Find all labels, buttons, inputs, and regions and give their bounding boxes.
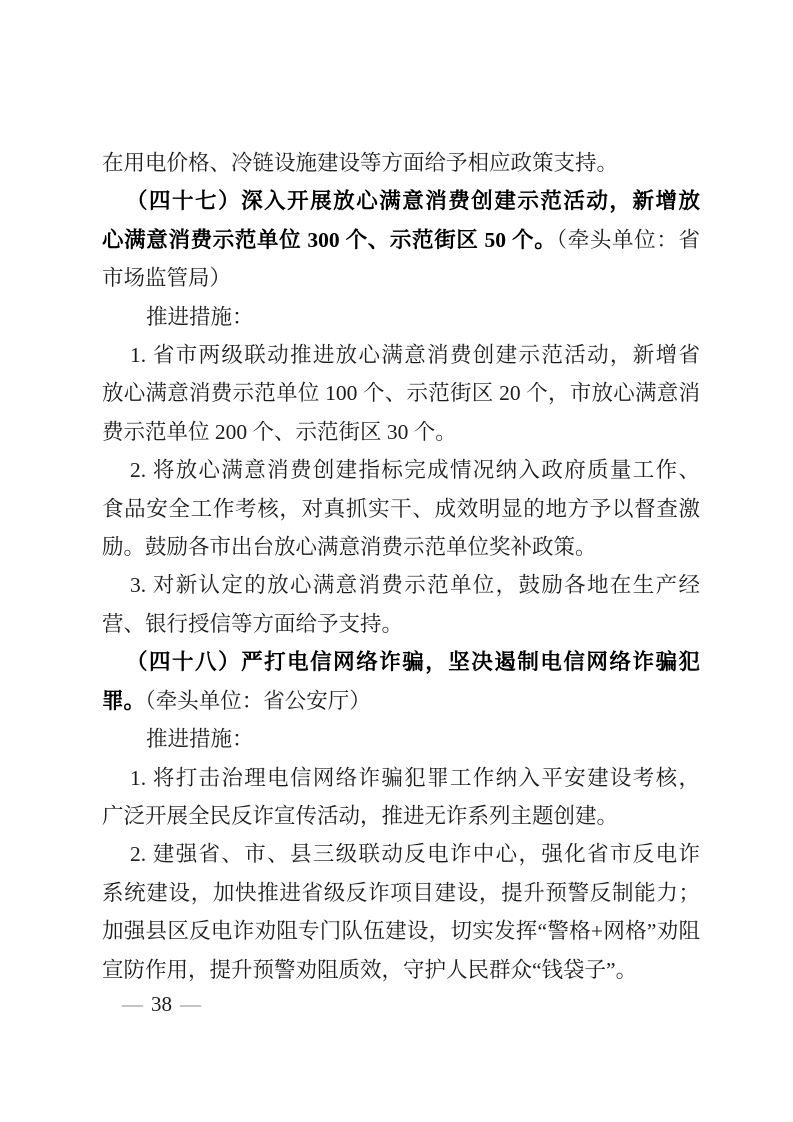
document-body	[102, 144, 700, 989]
paragraph-numbered	[102, 451, 700, 566]
text-line	[102, 221, 700, 259]
body-text-run: 市场监管局）	[102, 266, 232, 291]
body-text-run: 2. 将放心满意消费创建指标完成情况纳入政府质量工作、	[130, 458, 700, 483]
text-line	[102, 912, 700, 950]
text-line	[102, 144, 700, 182]
text-line	[102, 413, 700, 451]
body-text-run: 营、银行授信等方面给予支持。	[102, 611, 404, 636]
body-text-run: 费示范单位 200 个、示范街区 30 个。	[102, 419, 457, 444]
text-line	[102, 605, 700, 643]
body-text-run: 励。鼓励各市出台放心满意消费示范单位奖补政策。	[102, 535, 597, 560]
body-text-run: 2. 建强省、市、县三级联动反电诈中心，强化省市反电诈	[130, 842, 700, 867]
paragraph-numbered	[102, 566, 700, 643]
body-text-run: 推进措施：	[146, 304, 254, 329]
text-line	[102, 874, 700, 912]
text-line	[102, 720, 700, 758]
text-line	[102, 643, 700, 681]
body-text-run: 系统建设，加快推进省级反诈项目建设，提升预警反制能力；	[102, 880, 700, 905]
text-line	[102, 336, 700, 374]
heading-text-run: （四十七）深入开展放心满意消费创建示范活动，新增放	[126, 189, 700, 214]
body-text-run: （牵头单位：省公安厅）	[145, 688, 371, 713]
body-text-run: 放心满意消费示范单位 100 个、示范街区 20 个，市放心满意消	[102, 381, 700, 406]
paragraph-numbered	[102, 835, 700, 989]
paragraph-label	[102, 298, 700, 336]
text-line	[102, 374, 700, 412]
body-text-run: 3. 对新认定的放心满意消费示范单位，鼓励各地在生产经	[130, 573, 700, 598]
body-text-run: 加强县区反电诈劝阻专门队伍建设，切实发挥“警格+网格”劝阻	[102, 919, 700, 944]
text-line	[102, 797, 700, 835]
body-text-run: 1. 省市两级联动推进放心满意消费创建示范活动，新增省	[130, 343, 700, 368]
body-text-run: 宣防作用，提升预警劝阻质效，守护人民群众“钱袋子”。	[102, 957, 638, 982]
body-text-run: 在用电价格、冷链设施建设等方面给予相应政策支持。	[102, 151, 619, 175]
text-line	[102, 835, 700, 873]
paragraph-numbered	[102, 336, 700, 451]
body-text-run: 推进措施：	[146, 727, 254, 752]
body-text-run: 1. 将打击治理电信网络诈骗犯罪工作纳入平安建设考核，	[130, 765, 700, 790]
page-number: 38	[151, 992, 172, 1016]
paragraph-heading	[102, 643, 700, 720]
text-line	[102, 528, 700, 566]
heading-text-run: （四十八）严打电信网络诈骗，坚决遏制电信网络诈骗犯	[126, 650, 700, 675]
text-line	[102, 490, 700, 528]
text-line	[102, 566, 700, 604]
paragraph-heading	[102, 182, 700, 297]
body-text-run: 食品安全工作考核，对真抓实干、成效明显的地方予以督查激	[102, 496, 700, 521]
paragraph-continuation	[102, 144, 700, 182]
text-line	[102, 259, 700, 297]
body-text-run: 广泛开展全民反诈宣传活动，推进无诈系列主题创建。	[102, 803, 619, 828]
text-line	[102, 951, 700, 989]
heading-text-run: 罪。	[102, 688, 146, 713]
page-footer	[122, 986, 201, 1022]
paragraph-numbered	[102, 759, 700, 836]
text-line	[102, 759, 700, 797]
text-line	[102, 182, 700, 220]
footer-dash-left: —	[122, 992, 143, 1016]
body-text-run: （牵头单位：省	[556, 227, 700, 252]
text-line	[102, 451, 700, 489]
heading-text-run: 心满意消费示范单位 300 个、示范街区 50 个。	[102, 227, 557, 252]
paragraph-label	[102, 720, 700, 758]
text-line	[102, 298, 700, 336]
text-line	[102, 682, 700, 720]
footer-dash-right: —	[180, 992, 201, 1016]
